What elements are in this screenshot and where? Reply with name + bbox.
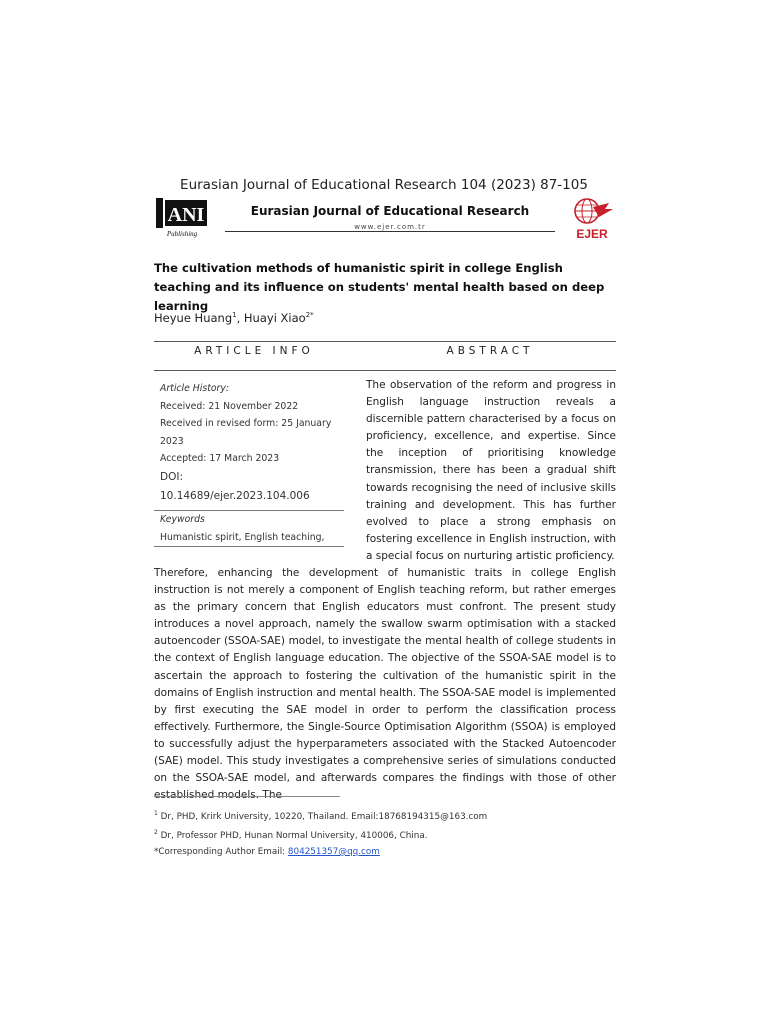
keywords-label: Keywords — [160, 514, 205, 525]
ejer-logo — [569, 197, 615, 241]
article-history-label: Article History: — [160, 383, 229, 394]
ani-logo-text: ANI — [167, 204, 205, 226]
masthead-center — [225, 204, 555, 231]
author-2-affiliation-mark: 2* — [305, 311, 314, 320]
accepted-date: Accepted: 17 March 2023 — [160, 453, 280, 464]
keywords-list: Humanistic spirit, English teaching, — [160, 531, 325, 543]
corresponding-author — [154, 845, 616, 861]
running-header: Eurasian Journal of Educational Research 104 (2023) 87-105 — [180, 177, 588, 193]
abstract-column-text: The observation of the reform and progress in English language instruction reveals a discernible pattern characterised by a focus on proficiency, excellence, and expertise. Since the inception of prioritising knowledge transmission, there has been a gradual shift towards recognising the need of inclusive skills training and development. This has further evolved to place a strong emphasis on fostering excellence in English instruction, with a special focus on nurturing artistic proficiency. — [366, 379, 616, 562]
paper-title: The cultivation methods of humanistic spirit in college English teaching and its influence on students' mental health based on deep learning — [154, 261, 605, 313]
masthead-rule — [225, 231, 555, 232]
journal-name: Eurasian Journal of Educational Research — [250, 204, 530, 218]
footnote-1 — [154, 806, 616, 825]
ejer-logo-text: EJER — [576, 227, 608, 241]
journal-url[interactable]: www.ejer.com.tr — [354, 223, 426, 231]
footnote-rule — [154, 796, 340, 797]
article-info-heading: ARTICLE INFO — [194, 345, 314, 357]
footnote-2-text: Dr, Professor PHD, Hunan Normal University, 410006, China. — [157, 831, 428, 842]
doi-label: DOI: — [160, 470, 183, 483]
corresponding-email-link[interactable]: 804251357@qq.com — [287, 846, 380, 857]
abstract-heading: ABSTRACT — [446, 345, 534, 357]
footnote-2-mark: 2 — [154, 829, 158, 837]
keywords-block — [160, 511, 350, 546]
doi-link[interactable]: 10.14689/ejer.2023.104.006 — [160, 489, 310, 502]
footnote-1-mark: 1 — [154, 810, 158, 817]
keywords-rule-bottom — [154, 546, 344, 547]
abstract-full-width-text: Therefore, enhancing the development of humanistic traits in college English instruction is not merely a component of English teaching reform, but rather emerges as the primary concern that English educators must confront. The present study introduces a novel approach, namely the swallow swarm optimisation with a stacked autoencoder (SSOA-SAE) model, to investigate the mental health of college students in the context of English language education. The objective of the SSOA-SAE model is to ascertain the approach to fostering the cultivation of the humanistic spirit in the domains of English instruction and mental health. The SSOA-SAE model is implemented by first executing the SAE model in order to perform the classification process effectively. Furthermore, the Single-Source Optimisation Algorithm (SSOA) is employed to successfully adjust the hyperparameters associated with the Stacked Autoencoder (SAE) model. This study investigates a comprehensive series of simulations conducted on the SSOA-SAE model, and afterwards compares the findings with those of other established models. The — [154, 567, 616, 802]
author-line — [154, 311, 314, 325]
article-history — [160, 380, 348, 506]
revised-date: Received in revised form: 25 January 2023 — [160, 418, 332, 447]
author-1-affiliation-mark: 1 — [232, 311, 237, 320]
author-1: Heyue Huang — [154, 311, 233, 325]
footnote-1-text: Dr, PHD, Krirk University, 10220, Thailand. Email:18768194315@163.com — [157, 811, 488, 822]
journal-masthead — [155, 197, 615, 243]
footnote-2 — [154, 825, 616, 844]
section-rule-middle — [154, 370, 616, 371]
footnotes — [154, 806, 616, 860]
corresponding-label: *Corresponding Author Email: — [154, 846, 288, 857]
ani-logo-subtext: Publishing — [166, 230, 198, 238]
author-2: Huayi Xiao — [243, 311, 306, 325]
received-date: Received: 21 November 2022 — [160, 400, 299, 412]
ani-publishing-logo — [155, 197, 209, 239]
author-separator: , — [236, 311, 244, 325]
section-rule-top — [154, 341, 616, 342]
